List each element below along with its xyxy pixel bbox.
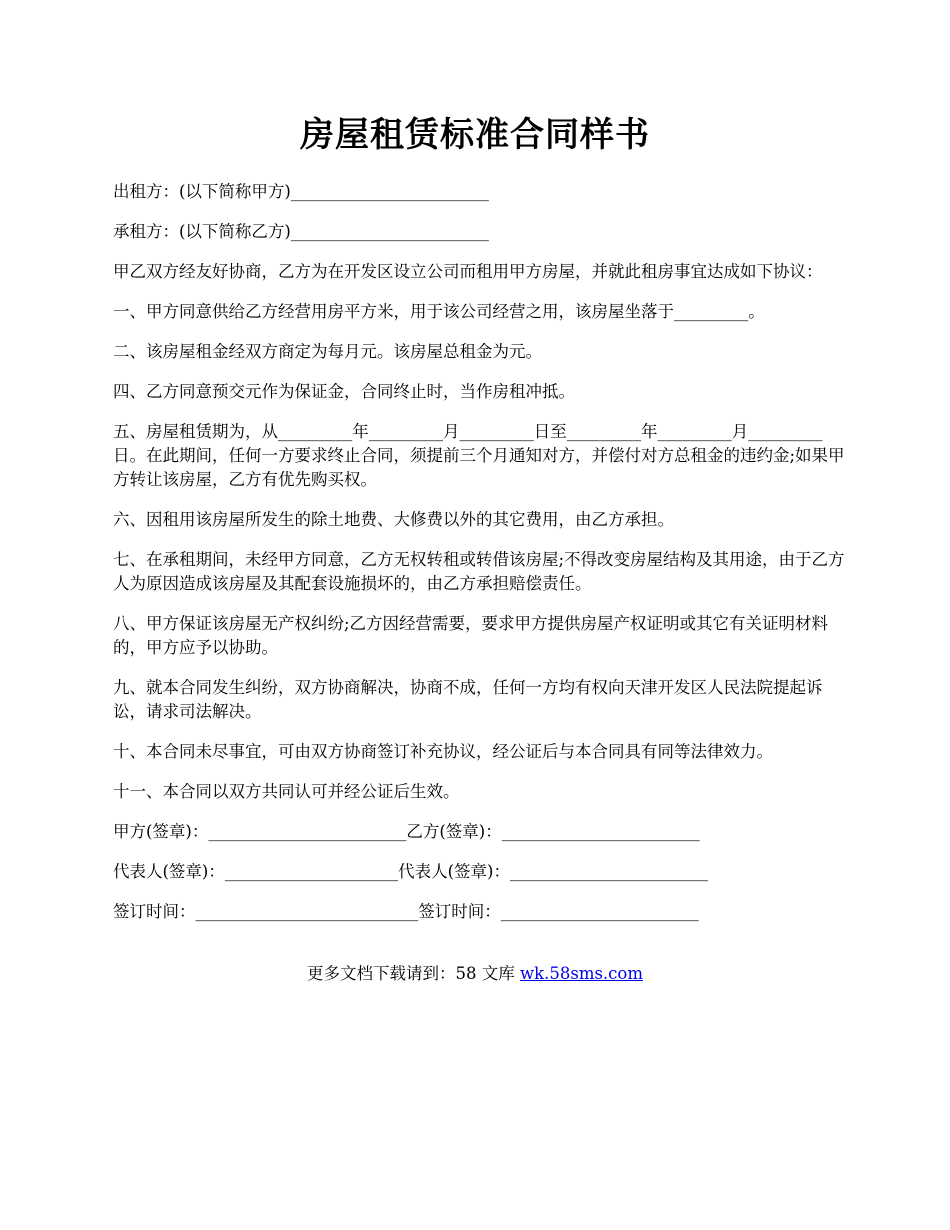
lessee-line: 承租方：(以下简称乙方)________________________ [113, 222, 489, 241]
lessor-line: 出租方：(以下简称甲方)________________________ [113, 182, 489, 201]
signature-party-line: 甲方(签章)：________________________乙方(签章)：________________________ [113, 822, 700, 841]
document-body [113, 180, 853, 940]
clause-10: 十、本合同未尽事宜，可由双方协商签订补充协议，经公证后与本合同具有同等法律效力。 [113, 742, 773, 761]
clause-8: 八、甲方保证该房屋无产权纠纷;乙方因经营需要，要求甲方提供房屋产权证明或其它有关证明材料的，甲方应予以协助。 [113, 614, 829, 657]
preamble-paragraph: 甲乙双方经友好协商，乙方为在开发区设立公司而租用甲方房屋，并就此租房事宜达成如下协议： [113, 262, 823, 281]
clause-1: 一、甲方同意供给乙方经营用房平方米，用于该公司经营之用，该房屋坐落于_________。 [113, 302, 765, 321]
signature-representative-line: 代表人(签章)：_____________________代表人(签章)：________________________ [113, 862, 708, 881]
clause-4: 四、乙方同意预交元作为保证金，合同终止时，当作房租冲抵。 [113, 382, 575, 401]
document-title: 房屋租赁标准合同样书 [300, 115, 650, 155]
footer-text: 更多文档下载请到：58 文库 [306, 964, 520, 983]
clause-2: 二、该房屋租金经双方商定为每月元。该房屋总租金为元。 [113, 342, 542, 361]
footer-link[interactable]: wk.58sms.com [519, 964, 643, 983]
clause-11: 十一、本合同以双方共同认可并经公证后生效。 [113, 782, 460, 801]
clause-6: 六、因租用该房屋所发生的除土地费、大修费以外的其它费用，由乙方承担。 [113, 510, 674, 529]
clause-9: 九、就本合同发生纠纷，双方协商解决，协商不成，任何一方均有权向天津开发区人民法院提起诉讼，请求司法解决。 [113, 678, 823, 721]
clause-5: 五、房屋租赁期为，从_________年_________月_________日至_________年_________月_________日。在此期间，任何一方要求终止合同，须提前三个月通知对方，并偿付对方总租金的违约金;如果甲方转让该房屋，乙方有优先购买权。 [113, 422, 845, 489]
signature-date-line: 签订时间：___________________________签订时间：________________________ [113, 902, 699, 921]
download-footer [0, 962, 950, 986]
clause-7: 七、在承租期间，未经甲方同意，乙方无权转租或转借该房屋;不得改变房屋结构及其用途，由于乙方人为原因造成该房屋及其配套设施损坏的，由乙方承担赔偿责任。 [113, 550, 845, 593]
